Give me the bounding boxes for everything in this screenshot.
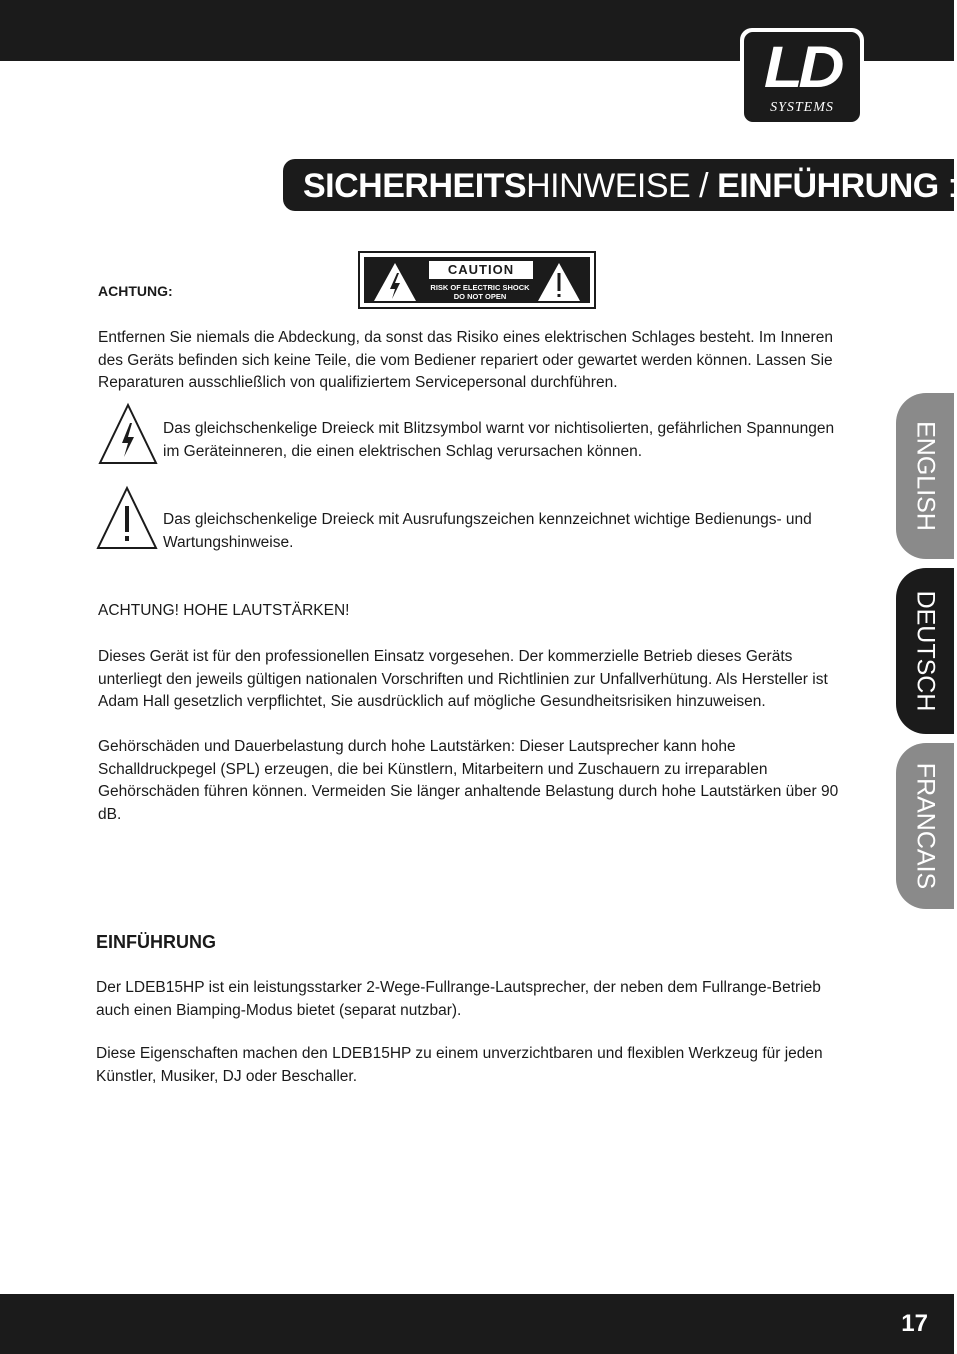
- tab-english-label: ENGLISH: [911, 421, 940, 531]
- volume-warning-heading: ACHTUNG! HOHE LAUTSTÄRKEN!: [98, 602, 350, 619]
- volume-paragraph-2: Gehörschäden und Dauerbelastung durch hohe Lautstärken: Dieser Lautsprecher kann hohe Schalldruckpegel (SPL) erzeugen, die bei Künstlern, Mitarbeitern und Zuschauern zu irreparablen Gehörschäden führen können. Vermeiden Sie länger anhaltende Belastung durch hohe Lautstärken über 90 dB.: [98, 738, 839, 823]
- tab-francais[interactable]: [896, 743, 954, 909]
- intro-paragraph-1: Der LDEB15HP ist ein leistungsstarker 2-Wege-Fullrange-Lautsprecher, der neben dem Fullrange-Betrieb auch einen Biamping-Modus bietet (separat nutzbar).: [96, 979, 821, 1019]
- title-thin-2: :: [938, 167, 957, 205]
- title-bold-1: SICHERHEITS: [303, 167, 527, 205]
- caution-sign: [358, 251, 596, 309]
- title-bold-2: EINFÜHRUNG: [717, 167, 939, 205]
- safety-paragraph-1: Entfernen Sie niemals die Abdeckung, da sonst das Risiko eines elektrischen Schlages besteht. Im Inneren des Geräts befinden sich keine Teile, die vom Bediener repariert oder gewartet werden können. Lassen Sie Reparaturen ausschließlich von qualifiziertem Servicepersonal durchführen.: [98, 329, 833, 391]
- caution-subtext-line2: DO NOT OPEN: [453, 292, 507, 301]
- achtung-label: ACHTUNG:: [98, 283, 173, 299]
- volume-paragraph-1: Dieses Gerät ist für den professionellen Einsatz vorgesehen. Der kommerzielle Betrieb dieses Geräts unterliegt den jeweils gültigen nationalen Vorschriften und Richtlinien zur Unfallverhütung. Als Hersteller ist Adam Hall gesetzlich verpflichtet, Sie ausdrücklich auf mögliche Gesundheitsrisiken hinzuweisen.: [98, 648, 828, 710]
- tab-deutsch[interactable]: [896, 568, 954, 734]
- caution-subtext: [424, 283, 536, 301]
- caution-subtext-line1: RISK OF ELECTRIC SHOCK: [430, 283, 530, 292]
- lightning-triangle-icon: [98, 403, 158, 465]
- caution-word: CAUTION: [428, 260, 534, 280]
- ld-systems-logo: [740, 28, 864, 126]
- page-number: 17: [901, 1310, 928, 1337]
- tab-deutsch-label: DEUTSCH: [911, 590, 940, 712]
- lightning-warning-icon: [372, 261, 418, 303]
- logo-sub-text: SYSTEMS: [770, 100, 834, 115]
- intro-paragraph-2: Diese Eigenschaften machen den LDEB15HP zu einem unverzichtbaren und flexiblen Werkzeug für jeden Künstler, Musiker, DJ oder Beschaller.: [96, 1045, 823, 1085]
- page-title: [283, 159, 957, 211]
- exclamation-triangle-icon: [96, 486, 158, 550]
- logo-main-text: LD: [763, 35, 841, 100]
- title-thin-1: HINWEISE /: [526, 167, 718, 205]
- exclamation-warning-icon: [536, 261, 582, 303]
- intro-heading: EINFÜHRUNG: [96, 932, 216, 952]
- tab-english[interactable]: [896, 393, 954, 559]
- exclamation-description: Das gleichschenkelige Dreieck mit Ausrufungszeichen kennzeichnet wichtige Bedienungs- und Wartungshinweise.: [163, 511, 812, 551]
- lightning-description: Das gleichschenkelige Dreieck mit Blitzsymbol warnt vor nichtisolierten, gefährlichen Spannungen im Geräteinneren, die einen elektrischen Schlag verursachen können.: [163, 420, 835, 460]
- bottom-bar: [0, 1294, 954, 1354]
- tab-francais-label: FRANCAIS: [911, 762, 940, 890]
